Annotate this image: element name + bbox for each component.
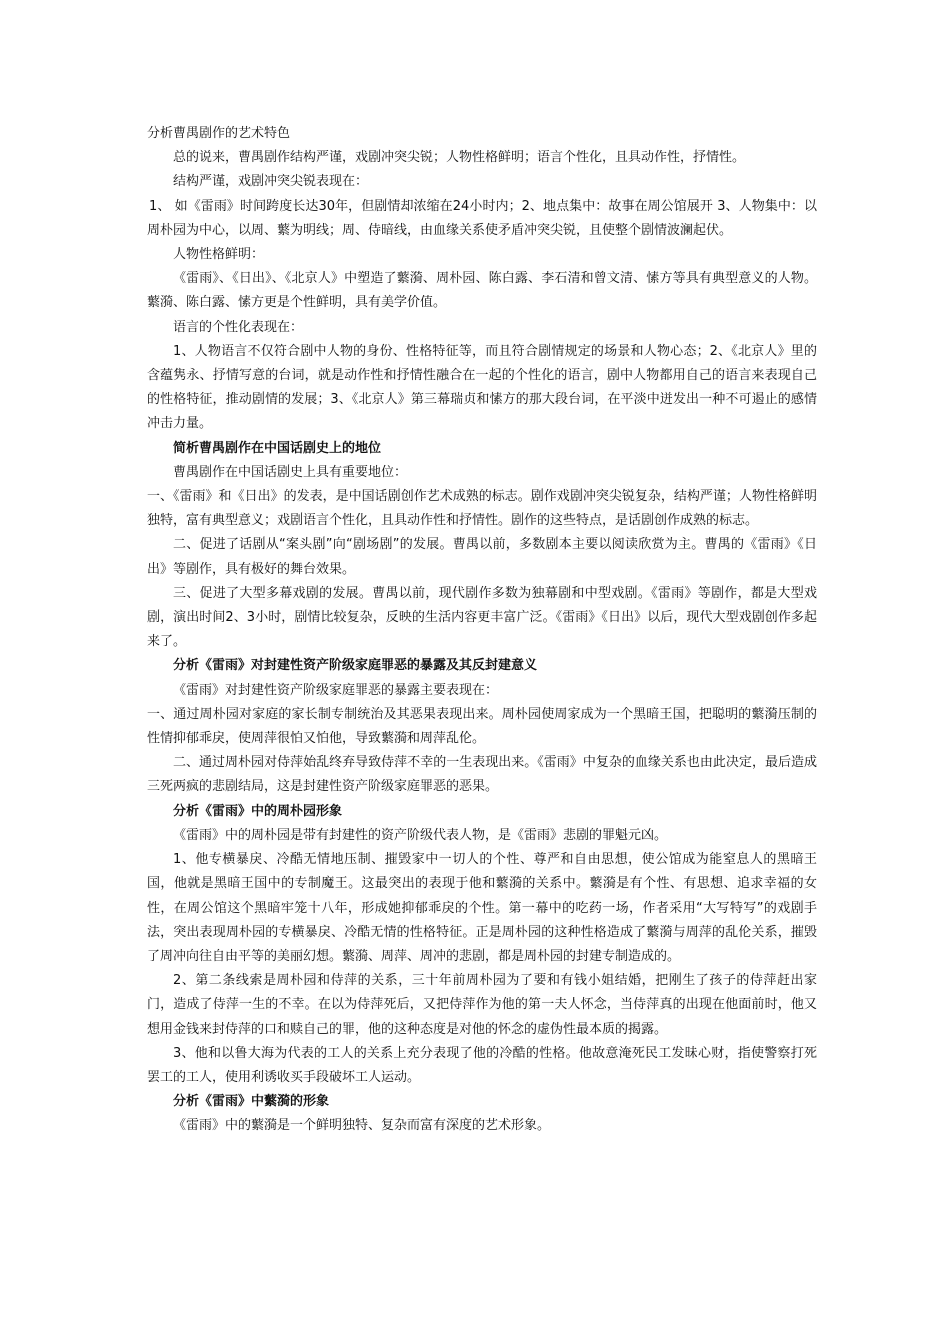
paragraph: 三、促进了大型多幕戏剧的发展。曹禺以前，现代剧作多数为独幕剧和中型戏剧。《雷雨》等剧作，都是大型戏剧，演出时间2、3小时，剧情比较复杂，反映的生活内容更丰富广泛。《雷雨》《日出》以后，现代大型戏剧创作多起来了。 [147,585,817,650]
paragraph: 《雷雨》、《日出》、《北京人》中塑造了蘩漪、周朴园、陈白露、李石清和曾文清、愫方等具有典型意义的人物。蘩漪、陈白露、愫方更是个性鲜明，具有美学价值。 [147,271,817,311]
paragraph: 1、他专横暴戾、冷酷无情地压制、摧毁家中一切人的个性、尊严和自由思想，使公馆成为能窒息人的黑暗王国，他就是黑暗王国中的专制魔王。这最突出的表现于他和蘩漪的关系中。蘩漪是有个性、有思想、追求幸福的女性，在周公馆这个黑暗牢笼十八年，形成她抑郁乖戾的个性。第一幕中的吃药一场，作者采用“大写特写”的戏剧手法，突出表现周朴园的专横暴戾、冷酷无情的性格特征。正是周朴园的这种性格造成了蘩漪与周萍的乱伦关系，摧毁了周冲向往自由平等的美丽幻想。蘩漪、周萍、周冲的悲剧，都是周朴园的封建专制造成的。 [147,852,817,964]
paragraph: 1、人物语言不仅符合剧中人物的身份、性格特征等，而且符合剧情规定的场景和人物心态；2、《北京人》里的含蕴隽永、抒情写意的台词，就是动作性和抒情性融合在一起的个性化的语言，剧中人物都用自己的语言来表现自己的性格特征，推动剧情的发展；3、《北京人》第三幕瑞贞和愫方的那大段台词，在平淡中迸发出一种不可遏止的感情冲击力量。 [147,343,817,432]
paragraph: 二、通过周朴园对侍萍始乱终弃导致侍萍不幸的一生表现出来。《雷雨》中复杂的血缘关系也由此决定，最后造成三死两疯的悲剧结局，这是封建性资产阶级家庭罪恶的恶果。 [147,755,817,795]
paragraph: 结构严谨，戏剧冲突尖锐表现在： [173,174,369,190]
paragraph: 曹禺剧作在中国话剧史上具有重要地位： [173,464,408,480]
doc-title: 分析曹禺剧作的艺术特色 [147,126,291,141]
paragraph: 一、《雷雨》和《日出》的发表，是中国话剧创作艺术成熟的标志。剧作戏剧冲突尖锐复杂，结构严谨；人物性格鲜明独特，富有典型意义；戏剧语言个性化，且具动作性和抒情性。剧作的这些特点，是话剧创作成熟的标志。 [147,489,817,529]
paragraph: 语言的个性化表现在： [173,319,304,335]
section-heading: 分析《雷雨》中蘩漪的形象 [173,1094,330,1110]
paragraph: 总的说来，曹禺剧作结构严谨，戏剧冲突尖锐；人物性格鲜明；语言个性化，且具动作性，抒情性。 [173,150,746,166]
paragraph: 《雷雨》中的周朴园是带有封建性的资产阶级代表人物，是《雷雨》悲剧的罪魁元凶。 [173,827,668,843]
paragraph: 《雷雨》中的蘩漪是一个鲜明独特、复杂而富有深度的艺术形象。 [173,1118,551,1134]
section-heading: 分析《雷雨》对封建性资产阶级家庭罪恶的暴露及其反封建意义 [173,658,538,674]
paragraph: 人物性格鲜明： [173,247,265,263]
paragraph: 一、通过周朴园对家庭的家长制专制统治及其恶果表现出来。周朴园使周家成为一个黑暗王国，把聪明的蘩漪压制的性情抑郁乖戾，使周萍很怕又怕他，导致蘩漪和周萍乱伦。 [147,706,817,747]
document-body [147,122,817,1139]
paragraph: 1、 如《雷雨》时间跨度长达30年，但剧情却浓缩在24小时内；2、地点集中：故事在周公馆展开 3、人物集中：以周朴园为中心，以周、蘩为明线；周、侍暗线，由血缘关系使矛盾冲突尖锐，且使整个剧情波澜起伏。 [147,198,817,238]
paragraph: 2、第二条线索是周朴园和侍萍的关系，三十年前周朴园为了要和有钱小姐结婚，把刚生了孩子的侍萍赶出家门，造成了侍萍一生的不幸。在以为侍萍死后，又把侍萍作为他的第一夫人怀念，当侍萍真的出现在他面前时，他又想用金钱来封侍萍的口和赎自己的罪，他的这种态度是对他的怀念的虚伪性最本质的揭露。 [147,973,817,1037]
section-heading: 简析曹禺剧作在中国话剧史上的地位 [173,440,382,456]
paragraph: 二、促进了话剧从“案头剧”向“剧场剧”的发展。曹禺以前，多数剧本主要以阅读欣赏为主。曹禺的《雷雨》《日出》等剧作，具有极好的舞台效果。 [147,537,817,577]
paragraph: 《雷雨》对封建性资产阶级家庭罪恶的暴露主要表现在： [173,682,499,698]
paragraph: 3、他和以鲁大海为代表的工人的关系上充分表现了他的冷酷的性格。他故意淹死民工发昧心财，指使警察打死罢工的工人，使用利诱收买手段破坏工人运动。 [147,1045,817,1085]
section-heading: 分析《雷雨》中的周朴园形象 [173,803,343,819]
